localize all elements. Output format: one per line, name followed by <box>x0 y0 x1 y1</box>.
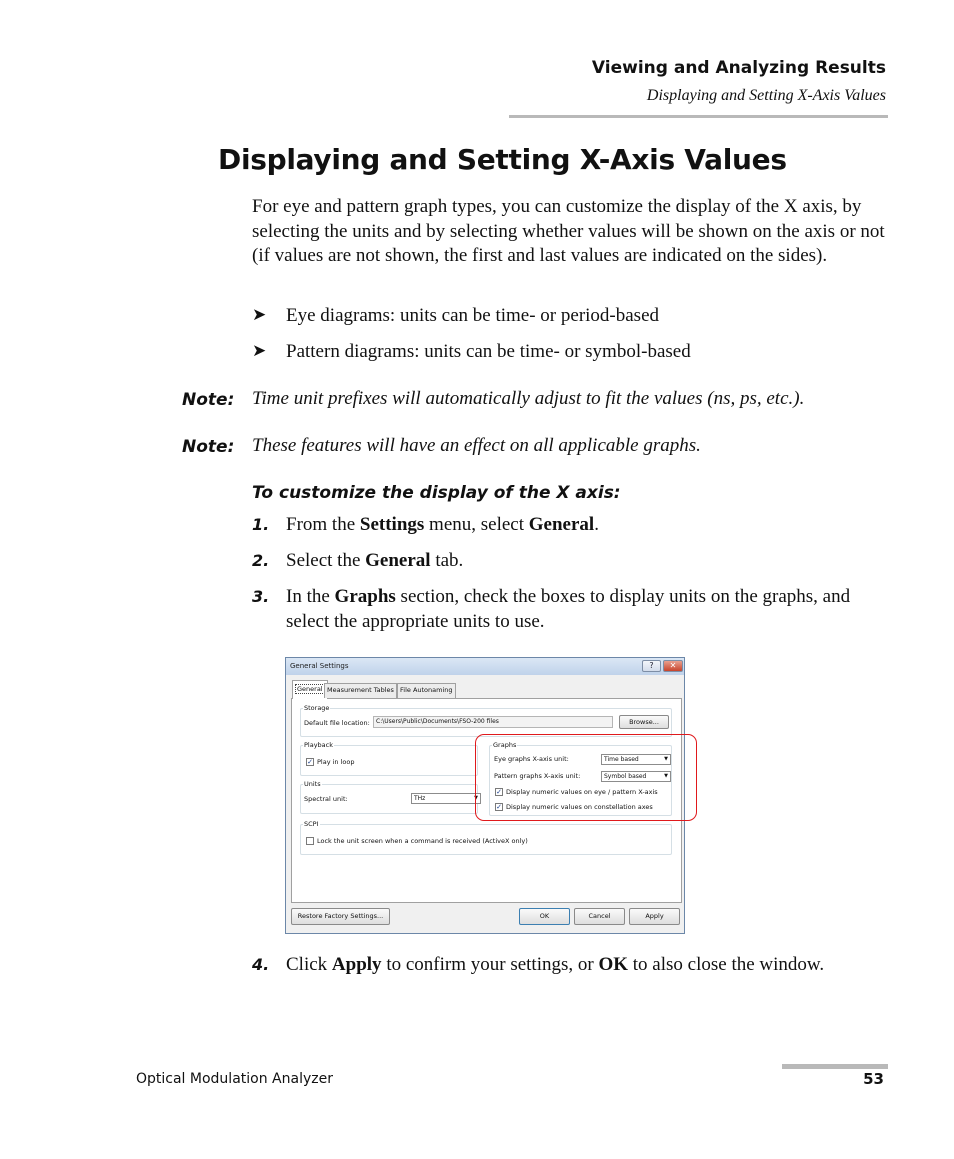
storage-group-label: Storage <box>304 704 330 712</box>
browse-button[interactable]: Browse... <box>619 715 669 729</box>
tab-general[interactable]: General <box>292 680 328 699</box>
page-number: 53 <box>863 1070 884 1088</box>
scpi-group-label: SCPI <box>304 820 319 828</box>
intro-paragraph: For eye and pattern graph types, you can customize the display of the X axis, by selecting the units and by selecting whether values will be shown on the axis or not (if values are not shown, the first and last values are indicated on the sides). <box>252 196 885 266</box>
play-in-loop-label: Play in loop <box>317 758 355 766</box>
step-number: 3. <box>252 587 270 606</box>
dialog-title-bar <box>286 658 684 675</box>
tab-file-autonaming[interactable]: File Autonaming <box>397 683 456 698</box>
tab-measurement-tables[interactable]: Measurement Tables <box>324 683 397 698</box>
display-eye-pattern-values-checkbox[interactable]: ✓ <box>496 788 502 796</box>
pattern-xaxis-unit-dropdown[interactable]: Symbol based ▼ <box>601 771 671 782</box>
chevron-down-icon: ▼ <box>664 773 668 779</box>
step-number: 4. <box>252 955 270 974</box>
footer-product-name: Optical Modulation Analyzer <box>136 1071 333 1087</box>
running-header-section: Displaying and Setting X-Axis Values <box>646 87 886 104</box>
apply-button[interactable]: Apply <box>629 908 680 925</box>
dialog-title: General Settings <box>290 662 349 670</box>
ok-button[interactable]: OK <box>519 908 570 925</box>
lock-unit-screen-checkbox[interactable] <box>306 837 314 845</box>
bullet-arrow-icon: ➤ <box>252 341 267 360</box>
pattern-xaxis-unit-label: Pattern graphs X-axis unit: <box>494 772 581 780</box>
step-number: 2. <box>252 551 270 570</box>
graphs-highlight-annotation <box>475 734 697 821</box>
lock-unit-screen-label: Lock the unit screen when a command is received (ActiveX only) <box>317 837 528 845</box>
units-group-label: Units <box>304 780 321 788</box>
step-text: Select the General tab. <box>286 550 464 571</box>
close-button[interactable]: ✕ <box>663 660 683 672</box>
display-constellation-values-label: Display numeric values on constellation axes <box>506 803 653 811</box>
step-number: 1. <box>252 515 270 534</box>
play-in-loop-checkbox[interactable]: ✓ <box>307 758 313 766</box>
spectral-unit-dropdown[interactable]: THz ▼ <box>411 793 481 804</box>
running-header-chapter: Viewing and Analyzing Results <box>591 58 886 78</box>
cancel-button[interactable]: Cancel <box>574 908 625 925</box>
note-label: Note: <box>182 437 235 457</box>
eye-xaxis-unit-label: Eye graphs X-axis unit: <box>494 755 569 763</box>
default-location-label: Default file location: <box>304 719 370 727</box>
bullet-arrow-icon: ➤ <box>252 305 267 324</box>
note-label: Note: <box>182 390 235 410</box>
step-text: In the Graphs section, check the boxes to display units on the graphs, and select the appropriate units to use. <box>286 586 851 632</box>
default-location-field[interactable]: C:\Users\Public\Documents\FSO-200 files <box>373 716 613 728</box>
graphs-group-label: Graphs <box>493 741 517 749</box>
procedure-title: To customize the display of the X axis: <box>252 483 621 503</box>
eye-xaxis-unit-dropdown[interactable]: Time based ▼ <box>601 754 671 765</box>
note-text: These features will have an effect on all applicable graphs. <box>252 435 701 456</box>
chevron-down-icon: ▼ <box>474 795 478 801</box>
page-title: Displaying and Setting X-Axis Values <box>218 143 787 176</box>
chevron-down-icon: ▼ <box>664 756 668 762</box>
display-constellation-values-checkbox[interactable]: ✓ <box>496 803 502 811</box>
note-text: Time unit prefixes will automatically adjust to fit the values (ns, ps, etc.). <box>252 388 805 409</box>
help-button[interactable]: ? <box>642 660 661 672</box>
restore-factory-settings-button[interactable]: Restore Factory Settings... <box>291 908 390 925</box>
step-text: Click Apply to confirm your settings, or OK to also close the window. <box>286 954 825 975</box>
display-eye-pattern-values-label: Display numeric values on eye / pattern X-axis <box>506 788 658 796</box>
footer-rule <box>782 1064 888 1069</box>
header-rule <box>509 115 888 118</box>
playback-group-label: Playback <box>304 741 334 749</box>
step-text: From the Settings menu, select General. <box>286 514 599 535</box>
spectral-unit-label: Spectral unit: <box>304 795 348 803</box>
bullet-text: Eye diagrams: units can be time- or period-based <box>286 305 660 326</box>
bullet-text: Pattern diagrams: units can be time- or symbol-based <box>286 341 691 362</box>
